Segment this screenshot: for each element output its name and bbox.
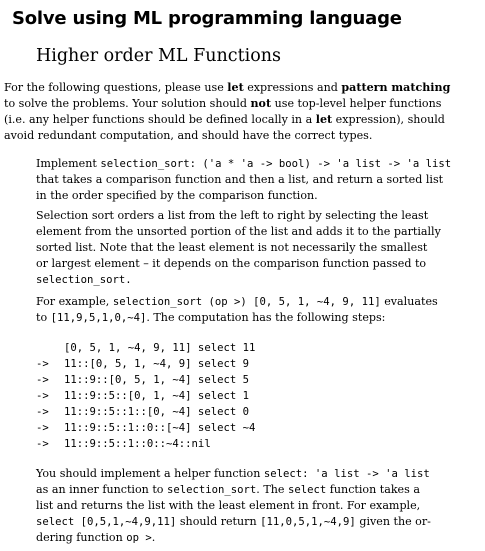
helper-text: as an inner function to <box>36 483 167 496</box>
trace-step <box>36 420 255 436</box>
trace-step <box>36 372 255 388</box>
trace-code: 11::9::5::[0, 1, ~4] select 1 <box>64 390 249 402</box>
select-example-code: select [0,5,1,~4,9,11] <box>36 516 177 528</box>
trace-code: 11::9::5::1::0::[~4] select ~4 <box>64 422 256 434</box>
explanation-text: sorted list. Note that the least element is not necessarily the smallest <box>36 241 428 254</box>
task-text: Implement <box>36 157 101 170</box>
example-result-code: [11,9,5,1,0,~4] <box>50 312 147 324</box>
trace-code: 11::9::5::1::[0, ~4] select 0 <box>64 406 249 418</box>
trace-arrow <box>36 340 64 356</box>
trace-step <box>36 436 255 452</box>
trace-arrow: -> <box>36 438 49 450</box>
example-text: evaluates <box>380 295 438 308</box>
intro-paragraph <box>4 80 482 144</box>
trace-arrow: -> <box>36 390 49 402</box>
helper-text: You should implement a helper function <box>36 467 264 480</box>
trace-code: [0, 5, 1, ~4, 9, 11] select 11 <box>64 342 256 354</box>
function-name-code: selection_sort <box>166 484 257 496</box>
select-signature-code: select: 'a list -> 'a list <box>263 468 430 480</box>
function-name-code: select <box>287 484 327 496</box>
example-call-code: selection_sort (op >) [0, 5, 1, ~4, 9, 11] <box>112 296 381 308</box>
function-name-code: selection_sort. <box>36 274 132 286</box>
helper-paragraph <box>36 466 484 546</box>
type-signature-code: selection_sort: ('a * 'a -> bool) -> 'a list -> 'a list <box>100 158 452 170</box>
trace-arrow: -> <box>36 422 49 434</box>
explanation-paragraph <box>36 208 484 288</box>
intro-text: For the following questions, please use <box>4 81 228 94</box>
helper-text: function takes a <box>326 483 420 496</box>
ordering-function-code: op > <box>126 532 152 544</box>
helper-text: . <box>151 531 156 544</box>
intro-text: avoid redundant computation, and should have the correct types. <box>4 129 373 142</box>
trace-code: 11::9::5::1::0::~4::nil <box>64 438 211 450</box>
banner-title: Solve using ML programming language <box>12 8 402 29</box>
trace-arrow: -> <box>36 374 49 386</box>
example-text: For example, <box>36 295 113 308</box>
task-text: in the order specified by the comparison function. <box>36 189 318 202</box>
trace-arrow: -> <box>36 358 49 370</box>
helper-text: should return <box>176 515 261 528</box>
explanation-text: Selection sort orders a list from the left to right by selecting the least <box>36 209 429 222</box>
trace-arrow: -> <box>36 406 49 418</box>
intro-text: expression), should <box>332 113 445 126</box>
trace-step <box>36 356 255 372</box>
keyword-pattern-matching: pattern matching <box>341 81 451 94</box>
helper-text: list and returns the list with the least element in front. For example, <box>36 499 421 512</box>
section-heading: Higher order ML Functions <box>36 46 282 66</box>
trace-step <box>36 388 255 404</box>
intro-text: to solve the problems. Your solution should <box>4 97 251 110</box>
trace-step <box>36 404 255 420</box>
helper-text: given the or- <box>355 515 431 528</box>
helper-text: dering function <box>36 531 127 544</box>
intro-text: expressions and <box>243 81 342 94</box>
keyword-let: let <box>315 113 333 126</box>
computation-trace <box>36 340 255 452</box>
helper-text: . The <box>256 483 288 496</box>
task-text: that takes a comparison function and then a list, and return a sorted list <box>36 173 444 186</box>
trace-step <box>36 340 255 356</box>
task-paragraph <box>36 156 484 204</box>
intro-text: use top-level helper functions <box>271 97 442 110</box>
keyword-not: not <box>250 97 272 110</box>
trace-code: 11::9::[0, 5, 1, ~4] select 5 <box>64 374 249 386</box>
select-result-code: [11,0,5,1,~4,9] <box>260 516 356 528</box>
explanation-text: element from the unsorted portion of the list and adds it to the partially <box>36 225 441 238</box>
example-text: . The computation has the following steps: <box>146 311 386 324</box>
example-text: to <box>36 311 51 324</box>
intro-text: (i.e. any helper functions should be defined locally in a <box>4 113 316 126</box>
example-paragraph <box>36 294 484 326</box>
explanation-text: or largest element – it depends on the comparison function passed to <box>36 257 427 270</box>
keyword-let: let <box>227 81 244 94</box>
trace-code: 11::[0, 5, 1, ~4, 9] select 9 <box>64 358 249 370</box>
